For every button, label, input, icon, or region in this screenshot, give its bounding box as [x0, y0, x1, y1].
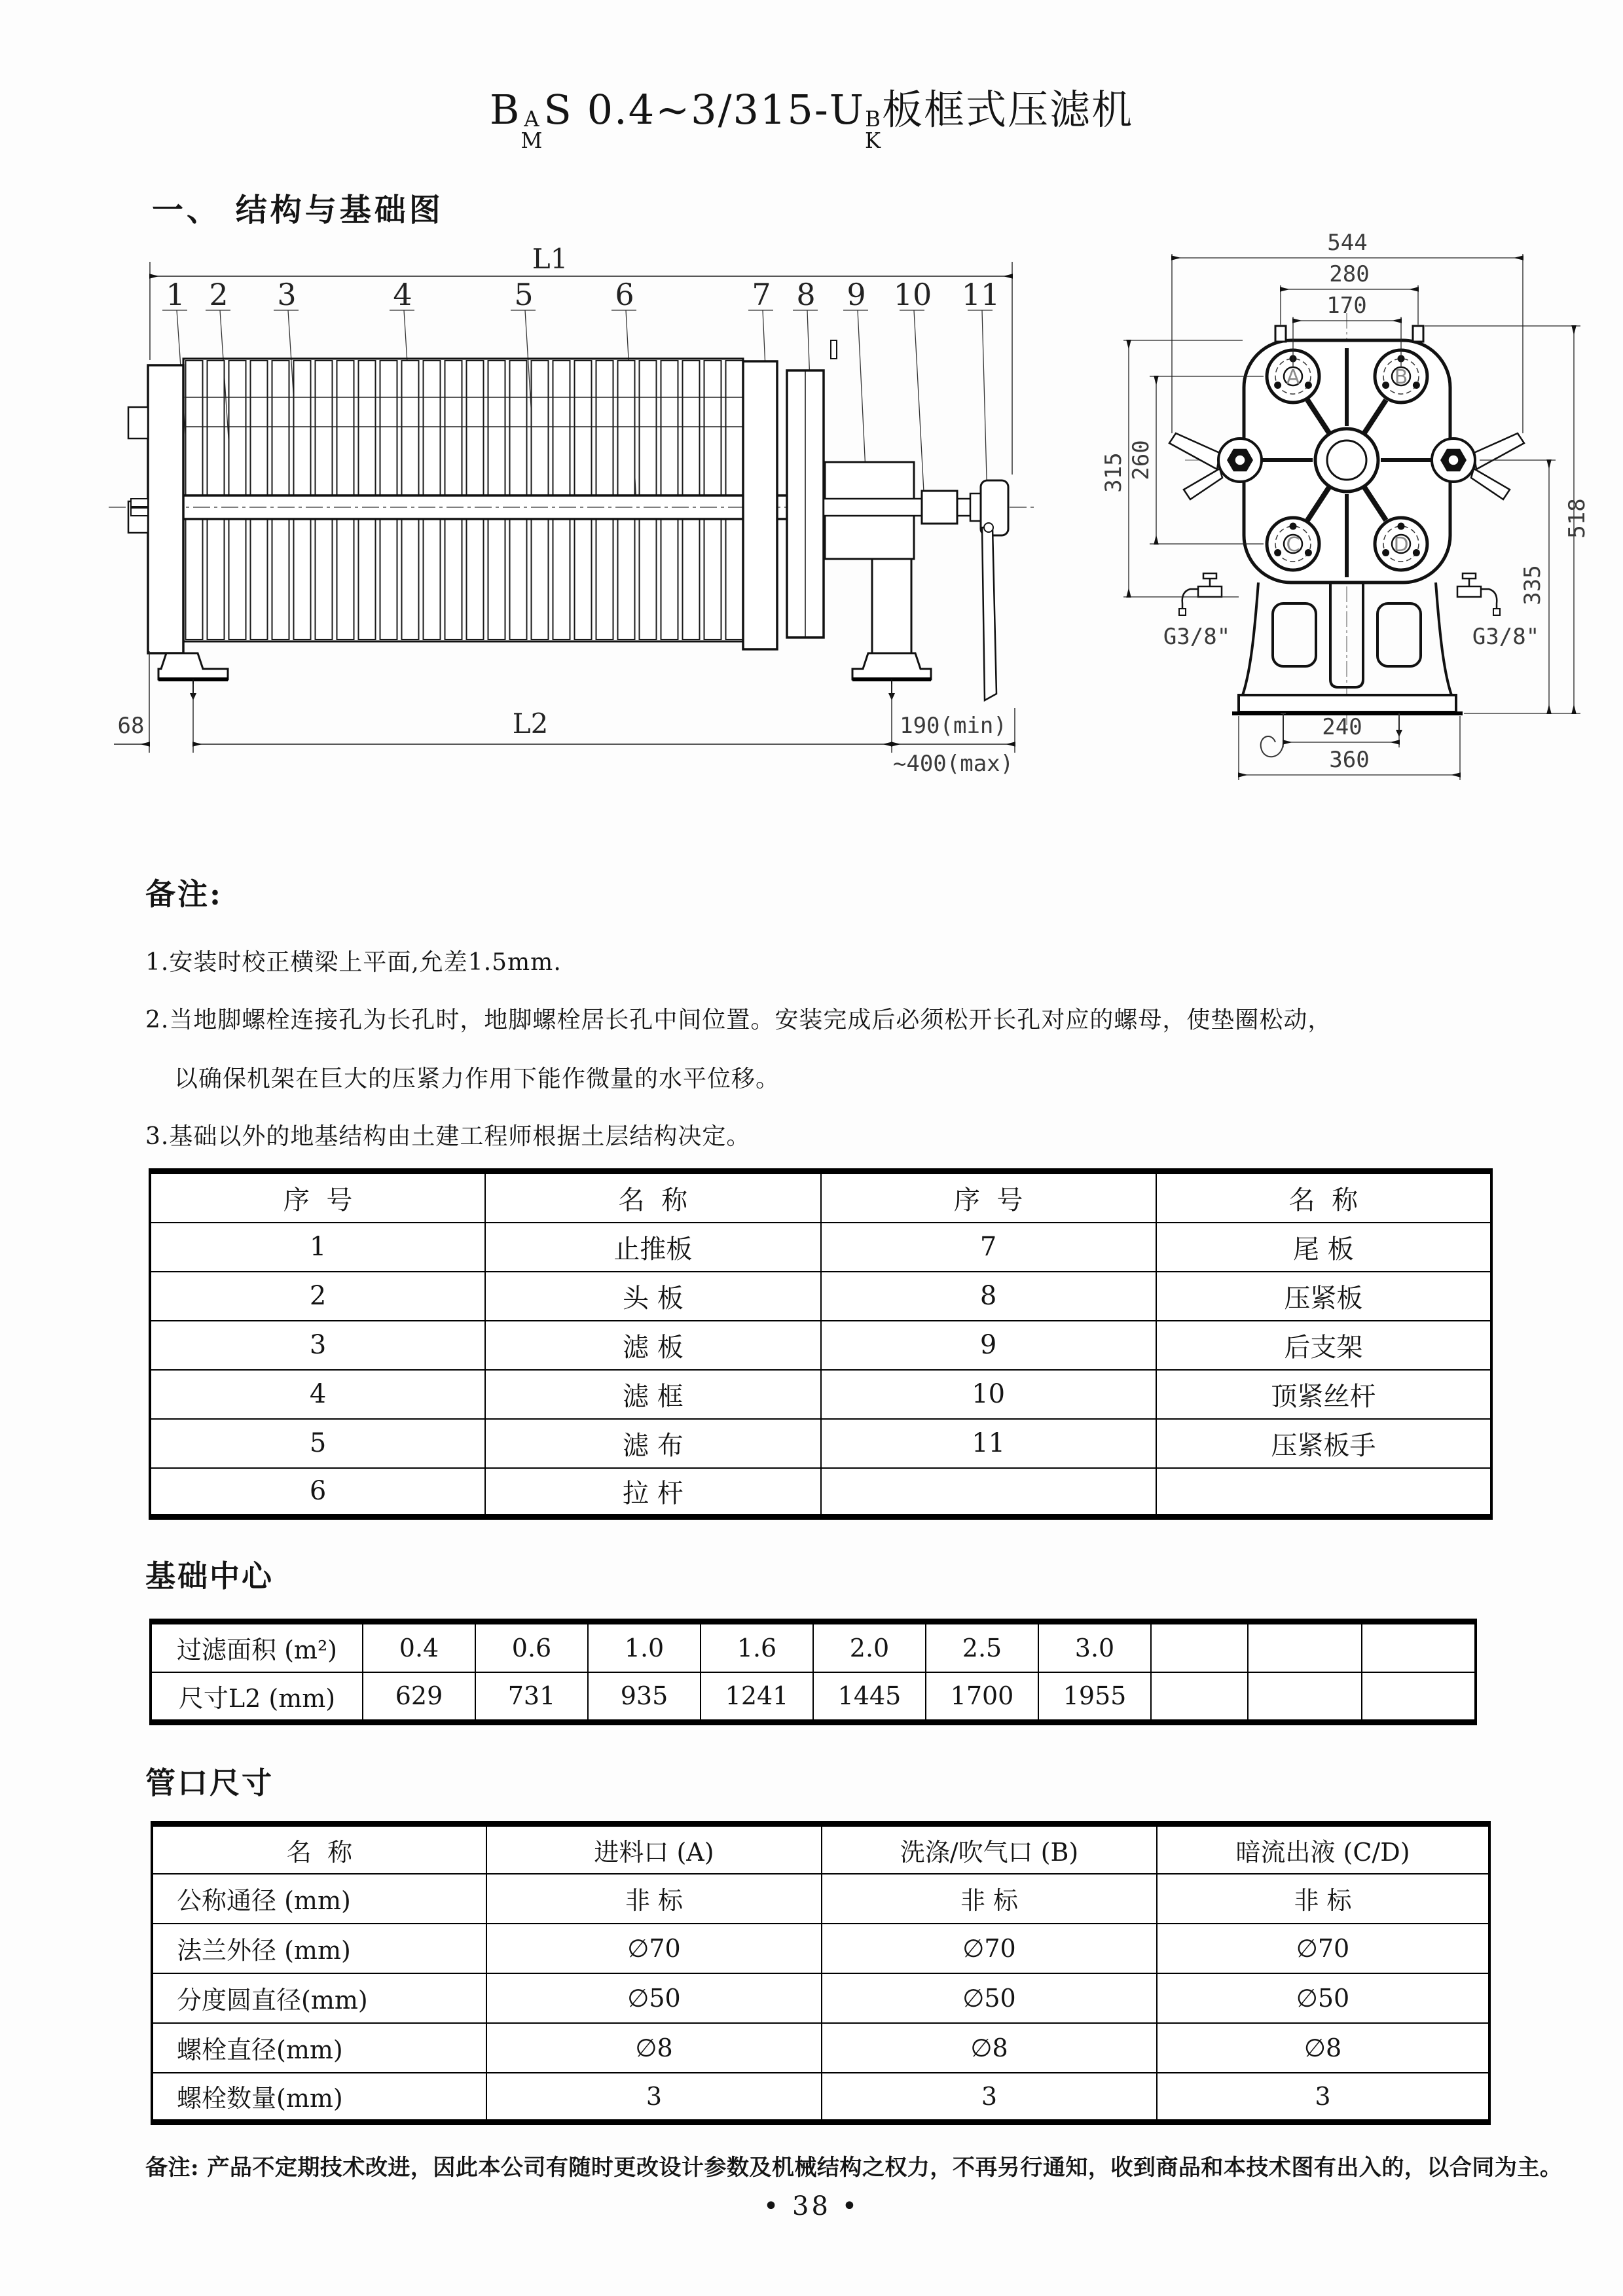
pressing-plate	[787, 370, 824, 637]
foundation-area-row	[151, 1622, 1476, 1672]
cell: 拉 杆	[485, 1468, 820, 1517]
title-sup-a: A	[524, 106, 541, 132]
pipe-header-name: 名 称	[152, 1824, 486, 1874]
cell: 3	[1157, 2073, 1489, 2123]
cell: ∅8	[486, 2023, 822, 2073]
port-d-label: D	[1393, 533, 1409, 556]
cell: 非 标	[486, 1874, 822, 1924]
cell: 滤 框	[485, 1370, 820, 1419]
cell: 7	[821, 1223, 1156, 1272]
pipe-header-outlet: 暗流出液 (C/D)	[1157, 1824, 1489, 1874]
pipe-table	[151, 1821, 1491, 2125]
right-drain-cock	[1457, 573, 1500, 615]
parts-row	[150, 1223, 1491, 1272]
cell: 尾 板	[1156, 1223, 1491, 1272]
parts-header-seq-1: 序 号	[150, 1172, 485, 1223]
cell: 3	[822, 2073, 1157, 2123]
pipe-heading: 管口尺寸	[145, 1765, 274, 1801]
page-title	[0, 77, 1623, 152]
cell: ∅50	[1157, 1973, 1489, 2023]
parts-header-row	[150, 1172, 1491, 1223]
title-sub-k: K	[865, 128, 883, 153]
callout-3: 3	[277, 277, 297, 312]
callout-4: 4	[393, 277, 412, 312]
callout-1: 1	[166, 277, 185, 312]
footer-disclaimer: 备注: 产品不定期技术改进，因此本公司有随时更改设计参数及机械结构之权力，不再另行通知，收到商品和本技术图有出入的，以合同为主。	[145, 2155, 1563, 2181]
frame-base	[1232, 695, 1463, 713]
pipe-header-wash: 洗涤/吹气口 (B)	[822, 1824, 1157, 1874]
anchor-hook	[1261, 713, 1286, 757]
dim-l2-label: L2	[512, 708, 549, 740]
section-heading-structure: 一、 结构与基础图	[152, 192, 444, 228]
dim-280-label: 280	[1329, 261, 1370, 287]
cell: 顶紧丝杆	[1156, 1370, 1491, 1419]
cell	[1151, 1622, 1248, 1672]
cell: 1.0	[588, 1622, 701, 1672]
notes-heading: 备注:	[145, 876, 223, 912]
cell: ∅50	[822, 1973, 1157, 2023]
title-model-prefix: B	[489, 86, 521, 134]
cell	[1248, 1622, 1362, 1672]
cell: 5	[150, 1419, 485, 1468]
cell: ∅70	[1157, 1924, 1489, 1973]
dim-190min-label: 190(min)	[900, 713, 1007, 739]
parts-row	[150, 1321, 1491, 1370]
end-view-drawing	[1087, 229, 1604, 792]
cell: 1700	[926, 1672, 1038, 1723]
port-a-label: A	[1286, 366, 1300, 389]
top-stud	[831, 340, 837, 359]
callout-numbers	[166, 277, 1000, 312]
dim-360-label: 360	[1329, 747, 1370, 773]
cell	[1248, 1672, 1362, 1723]
side-view-drawing	[98, 242, 1048, 798]
cell: ∅50	[486, 1973, 822, 2023]
note-line-2-cont: 以确保机架在巨大的压紧力作用下能作微量的水平位移。	[174, 1066, 780, 1092]
title-machine-name: 板框式压滤机	[882, 86, 1134, 134]
dim-518-label: 518	[1564, 498, 1590, 539]
cell: 压紧板	[1156, 1272, 1491, 1321]
cell: 3	[150, 1321, 485, 1370]
cell: 公称通径 (mm)	[152, 1874, 486, 1924]
dim-240-label: 240	[1322, 714, 1362, 740]
cell: 4	[150, 1370, 485, 1419]
cell: 9	[821, 1321, 1156, 1370]
cell: 1.6	[701, 1622, 813, 1672]
cell: 非 标	[822, 1874, 1157, 1924]
cell	[1151, 1672, 1248, 1723]
press-handle	[982, 523, 996, 700]
cell: 后支架	[1156, 1321, 1491, 1370]
parts-row	[150, 1370, 1491, 1419]
callout-7: 7	[752, 277, 771, 312]
pipe-header-feed: 进料口 (A)	[486, 1824, 822, 1874]
parts-header-seq-2: 序 号	[821, 1172, 1156, 1223]
cell	[1156, 1468, 1491, 1517]
cell: 11	[821, 1419, 1156, 1468]
cell: 1241	[701, 1672, 813, 1723]
note-line-3: 3.基础以外的地基结构由土建工程师根据土层结构决定。	[145, 1123, 751, 1150]
dim-l1-label: L1	[532, 243, 568, 275]
g-thread-left-label: G3/8"	[1163, 624, 1231, 650]
dim-260-label: 260	[1128, 440, 1154, 480]
cell	[1362, 1622, 1476, 1672]
callout-5: 5	[514, 277, 534, 312]
foundation-table	[149, 1619, 1477, 1725]
rear-support	[825, 462, 931, 700]
dim-315-label: 315	[1101, 452, 1127, 493]
port-b-label: B	[1394, 366, 1408, 389]
pipe-row	[152, 1973, 1489, 2023]
cell: 3	[486, 2073, 822, 2123]
pipe-row	[152, 2073, 1489, 2123]
note-line-2: 2.当地脚螺栓连接孔为长孔时，地脚螺栓居长孔中间位置。安装完成后必须松开长孔对应的螺母，使垫圈松动，	[145, 1007, 1332, 1033]
pipe-row	[152, 1874, 1489, 1924]
cell: 压紧板手	[1156, 1419, 1491, 1468]
dim-400max-label: ~400(max)	[892, 751, 1014, 777]
pipe-row	[152, 2023, 1489, 2073]
callout-10: 10	[893, 277, 932, 312]
port-d	[1375, 518, 1427, 570]
tail-plate	[743, 361, 777, 649]
parts-row	[150, 1419, 1491, 1468]
title-sup-sub-2	[865, 106, 883, 153]
cell: 10	[821, 1370, 1156, 1419]
cell: 0.4	[363, 1622, 475, 1672]
parts-row	[150, 1468, 1491, 1517]
cell: 1445	[813, 1672, 926, 1723]
cell: 935	[588, 1672, 701, 1723]
port-c	[1267, 518, 1319, 570]
cell: 2.0	[813, 1622, 926, 1672]
cell: 分度圆直径(mm)	[152, 1973, 486, 2023]
note-line-1: 1.安装时校正横梁上平面,允差1.5mm.	[145, 949, 562, 976]
cell: 过滤面积 (m²)	[151, 1622, 363, 1672]
cell: ∅70	[486, 1924, 822, 1973]
cell: 1955	[1038, 1672, 1151, 1723]
page-number: • 38 •	[763, 2191, 860, 2221]
dim-170-label: 170	[1326, 293, 1367, 319]
title-sub-m: M	[520, 128, 544, 153]
parts-header-name-2: 名 称	[1156, 1172, 1491, 1223]
callout-2: 2	[209, 277, 228, 312]
cell: ∅8	[822, 2023, 1157, 2073]
foundation-l2-row	[151, 1672, 1476, 1723]
left-drain-cock	[1179, 573, 1222, 615]
dim-68-label: 68	[117, 713, 145, 739]
cell: 法兰外径 (mm)	[152, 1924, 486, 1973]
cell: 1	[150, 1223, 485, 1272]
callout-6: 6	[615, 277, 634, 312]
parts-header-name-1: 名 称	[485, 1172, 820, 1223]
dim-544-label: 544	[1327, 230, 1368, 256]
pipe-row	[152, 1924, 1489, 1973]
title-sup-sub-1	[520, 106, 544, 153]
center-hub	[1315, 429, 1378, 492]
cell: 8	[821, 1272, 1156, 1321]
cell	[1362, 1672, 1476, 1723]
callout-11: 11	[961, 277, 1000, 312]
cell: 头 板	[485, 1272, 820, 1321]
port-c-label: C	[1286, 533, 1300, 556]
cell: 尺寸L2 (mm)	[151, 1672, 363, 1723]
pipe-header-row	[152, 1824, 1489, 1874]
cell: 3.0	[1038, 1622, 1151, 1672]
title-model-mid: S 0.4~3/315-U	[543, 86, 866, 134]
cell: ∅70	[822, 1924, 1157, 1973]
callout-9: 9	[847, 277, 866, 312]
cell: 0.6	[475, 1622, 588, 1672]
cell: 非 标	[1157, 1874, 1489, 1924]
dim-335-label: 335	[1520, 565, 1546, 605]
cell: 6	[150, 1468, 485, 1517]
cell: 2.5	[926, 1622, 1038, 1672]
cell: ∅8	[1157, 2023, 1489, 2073]
title-sup-b: B	[865, 106, 882, 132]
callout-8: 8	[796, 277, 816, 312]
parts-table	[149, 1168, 1493, 1520]
cell: 滤 板	[485, 1321, 820, 1370]
parts-row	[150, 1272, 1491, 1321]
cell: 螺栓数量(mm)	[152, 2073, 486, 2123]
cell: 滤 布	[485, 1419, 820, 1468]
cell: 731	[475, 1672, 588, 1723]
g-thread-right-label: G3/8"	[1472, 624, 1540, 650]
thrust-plate	[128, 365, 183, 653]
cell: 2	[150, 1272, 485, 1321]
cell: 螺栓直径(mm)	[152, 2023, 486, 2073]
cell: 止推板	[485, 1223, 820, 1272]
foundation-heading: 基础中心	[145, 1558, 274, 1594]
cell: 629	[363, 1672, 475, 1723]
cell	[821, 1468, 1156, 1517]
